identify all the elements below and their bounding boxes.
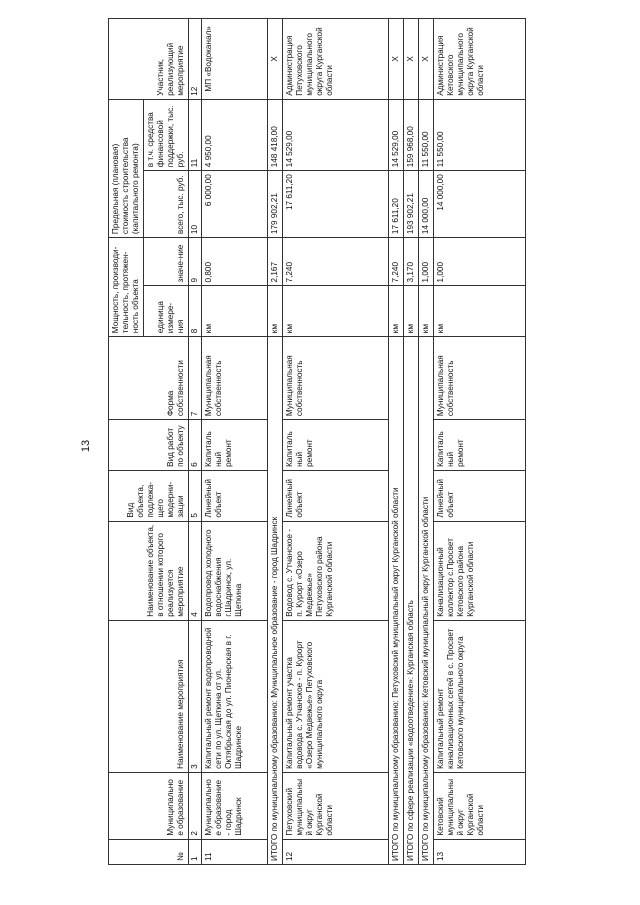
cell-support: 11 550,00 (434, 99, 526, 170)
cell-object-kind: Линейный объект (434, 470, 526, 521)
col-number: 1 (189, 839, 202, 864)
table-row (434, 19, 526, 865)
cell-work-kind: Капиталь ный ремонт (202, 420, 268, 471)
rotated-page (108, 18, 608, 865)
cell-participant: Администрация Петуховского муниципального округа Курганской области (283, 19, 389, 100)
total-value: 3,170 (404, 238, 419, 286)
header-unit: единица измере-ния (144, 286, 189, 337)
total-value: 2,167 (268, 238, 283, 286)
col-number: 4 (189, 521, 202, 620)
total-label: ИТОГО по сфере реализации «водоотведение»: Курганская область (404, 337, 419, 865)
cell-event: Капитальный ремонт водопроводной сети по ул. Щеткина от ул. Октябрьская до ул. Пионерская в г. Шадринске (202, 620, 268, 772)
total-value: 1,000 (419, 238, 434, 286)
total-participant: X (268, 19, 283, 100)
total-row (404, 19, 419, 865)
cell-municipality: Кетовский муниципальный округ Курганской области (434, 772, 526, 839)
cell-total: 6 000,00 (202, 171, 268, 238)
total-row (389, 19, 404, 865)
total-support: 14 529,00 (389, 99, 404, 170)
header-participant: Участник, реализующий мероприятие (109, 19, 189, 100)
col-number: 8 (189, 286, 202, 337)
cell-value: 7,240 (283, 238, 389, 286)
page-number: 13 (80, 439, 93, 453)
total-sum: 193 902,21 (404, 171, 419, 238)
cell-num: 12 (283, 839, 389, 864)
total-sum: 179 902,21 (268, 171, 283, 238)
cell-unit: км (434, 286, 526, 337)
col-number: 7 (189, 337, 202, 420)
table-container (108, 18, 608, 865)
cell-event: Капитальный ремонт канализационных сетей в с. Просвет Кетовского муниципального округа (434, 620, 526, 772)
total-sum: 14 000,00 (419, 171, 434, 238)
total-unit: км (268, 286, 283, 337)
cell-participant: МП «Водоканал» (202, 19, 268, 100)
header-object: Наименование объекта, в отношении которого реализуется мероприятие (109, 521, 189, 620)
header-row-1 (109, 19, 144, 865)
column-number-row (189, 19, 202, 865)
col-number: 3 (189, 620, 202, 772)
total-sum: 17 611,20 (389, 171, 404, 238)
col-number: 6 (189, 420, 202, 471)
header-municipality: Муниципальное образование (109, 772, 189, 839)
cell-work-kind: Капиталь ный ремонт (283, 420, 389, 471)
cell-participant: Администрация Кетовского муниципального округа Курганской области (434, 19, 526, 100)
cell-value: 1,000 (434, 238, 526, 286)
cell-unit: км (202, 286, 268, 337)
col-number: 2 (189, 772, 202, 839)
cell-ownership: Муниципальная собственность (434, 337, 526, 420)
total-label: ИТОГО по муниципальному образованию: Муниципальное образование - город Шадринск (268, 337, 283, 865)
cell-object: Водопровод холодного водоснабжения г.Шадринск, ул. Щеткина (202, 521, 268, 620)
cell-event: Капитальный ремонт участка водовода с. Утчанское - п. Курорт «Озеро Медвежье» Петуховского муниципального округа (283, 620, 389, 772)
cell-object-kind: Линейный объект (202, 470, 268, 521)
cell-municipality: Петуховский муниципальный округ Курганской области (283, 772, 389, 839)
header-cost-group: Предельная (плановая) стоимость строительства (капитального ремонта) (109, 99, 144, 237)
cell-ownership: Муниципальная собственность (283, 337, 389, 420)
cell-municipality: Муниципальное образование - город Шадринск (202, 772, 268, 839)
total-unit: км (419, 286, 434, 337)
total-label: ИТОГО по муниципальному образованию: Кетовский муниципальный округ Курганской области (419, 337, 434, 865)
header-object-kind: Вид объекта, подлежа-щего модерни-зации (109, 470, 189, 521)
cell-unit: км (283, 286, 389, 337)
cell-total: 14 000,00 (434, 171, 526, 238)
cell-object-kind: Линейный объект (283, 470, 389, 521)
table-row (283, 19, 389, 865)
total-support: 11 550,00 (419, 99, 434, 170)
total-value: 7,240 (389, 238, 404, 286)
col-number: 5 (189, 470, 202, 521)
cell-work-kind: Капиталь ный ремонт (434, 420, 526, 471)
cell-object: Водовод с. Утчанское - п. Курорт «Озеро Медвежье» Петуховского района Курганской области (283, 521, 389, 620)
header-num: № (109, 839, 189, 864)
total-unit: км (404, 286, 419, 337)
cell-ownership: Муниципальная собственность (202, 337, 268, 420)
cell-value: 0,800 (202, 238, 268, 286)
cell-support: 4 950,00 (202, 99, 268, 170)
total-row (419, 19, 434, 865)
cell-total: 17 611,20 (283, 171, 389, 238)
table-row (202, 19, 268, 865)
total-participant: X (404, 19, 419, 100)
header-work-kind: Вид работ по объекту (109, 420, 189, 471)
total-participant: X (419, 19, 434, 100)
header-support: в т.ч. средства финансовой поддержки, тыс. руб. (144, 99, 189, 170)
header-capacity-group: Мощность, производи-тельность, протяжен-ность объекта (109, 238, 144, 337)
total-row (268, 19, 283, 865)
total-unit: км (389, 286, 404, 337)
header-ownership: Форма собственности (109, 337, 189, 420)
col-number: 12 (189, 19, 202, 100)
total-support: 148 418,00 (268, 99, 283, 170)
cell-num: 13 (434, 839, 526, 864)
cell-object: Канализационный коллектор с.Просвет Кетовского района Курганской области (434, 521, 526, 620)
data-table (108, 18, 526, 865)
cell-support: 14 529,00 (283, 99, 389, 170)
col-number: 9 (189, 238, 202, 286)
col-number: 10 (189, 171, 202, 238)
total-participant: X (389, 19, 404, 100)
header-value: значе-ние (144, 238, 189, 286)
header-total: всего, тыс. руб. (144, 171, 189, 238)
col-number: 11 (189, 99, 202, 170)
total-support: 159 968,00 (404, 99, 419, 170)
cell-num: 11 (202, 839, 268, 864)
header-event: Наименование мероприятия (109, 620, 189, 772)
total-label: ИТОГО по муниципальному образованию: Петуховский муниципальный округ Курганской области (389, 337, 404, 865)
